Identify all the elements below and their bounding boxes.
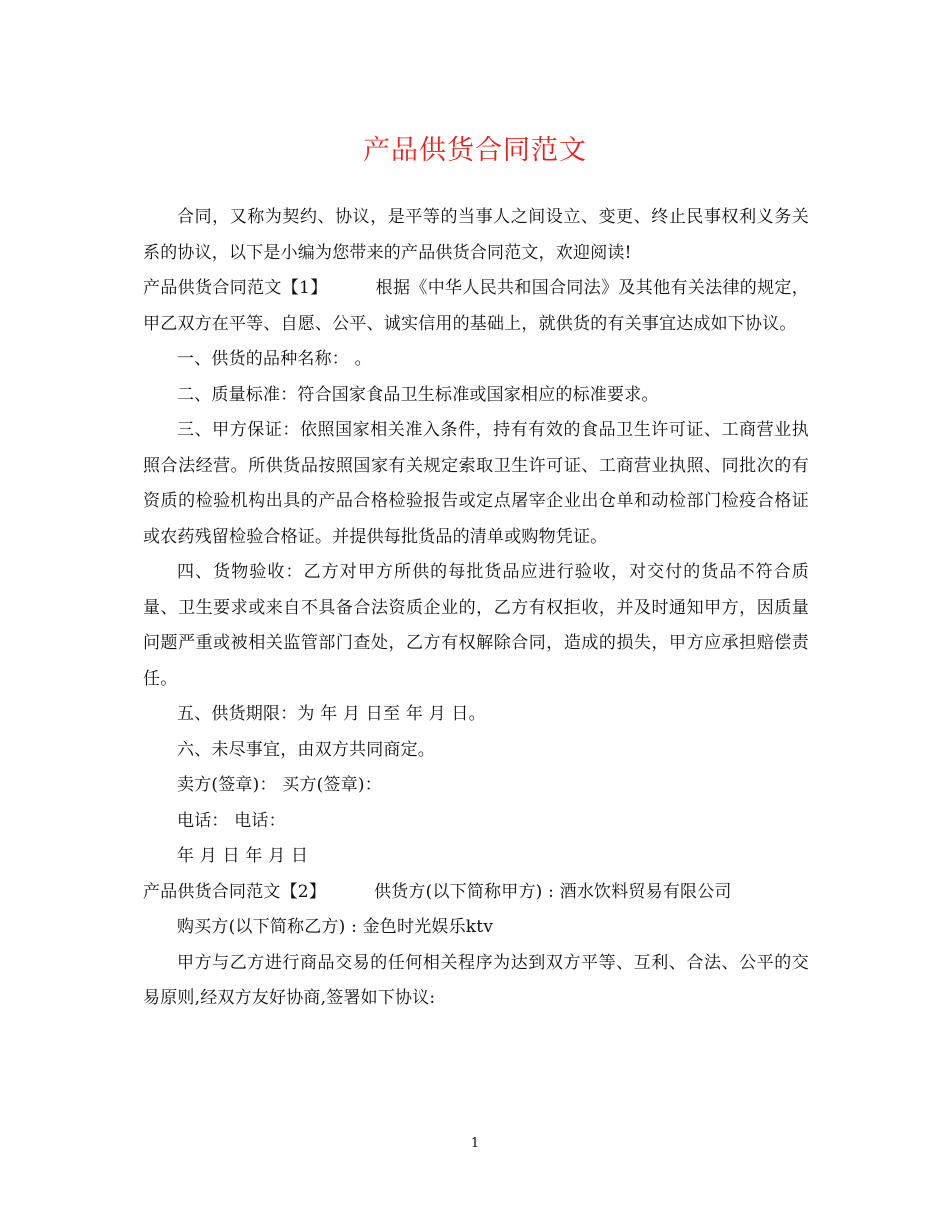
buyer-line: 购买方(以下简称乙方) : 金色时光娱乐ktv bbox=[177, 917, 494, 937]
date-line: 年 月 日 年 月 日 bbox=[177, 846, 309, 866]
signature-line: 卖方(签章)： 买方(签章)： bbox=[177, 775, 382, 795]
closing-paragraph: 甲方与乙方进行商品交易的任何相关程序为达到双方平等、互利、合法、公平的交易原则,经双方友好协商,签署如下协议: bbox=[143, 952, 809, 1008]
clause-1: 一、供货的品种名称： 。 bbox=[177, 349, 372, 369]
intro-paragraph: 合同，又称为契约、协议，是平等的当事人之间设立、变更、终止民事权利义务关系的协议，以下是小编为您带来的产品供货合同范文，欢迎阅读! bbox=[143, 207, 809, 263]
page-number: 1 bbox=[470, 1136, 480, 1151]
document-title: 产品供货合同范文 bbox=[363, 135, 587, 166]
clause-2: 二、质量标准：符合国家食品卫生标准或国家相应的标准要求。 bbox=[177, 384, 659, 405]
clause-6: 六、未尽事宜，由双方共同商定。 bbox=[177, 739, 435, 760]
supplier-line: 供货方(以下简称甲方) : 酒水饮料贸易有限公司 bbox=[374, 881, 732, 902]
sample-1-paragraph bbox=[143, 271, 809, 342]
sample-2-heading: 产品供货合同范文【2】 bbox=[143, 881, 327, 902]
sample-1-heading: 产品供货合同范文【1】 bbox=[143, 278, 328, 298]
sample-1-text: 根据《中华人民共和国合同法》及其他有关法律的规定，甲乙双方在平等、自愿、公平、诚实信用的基础上，就供货的有关事宜达成如下协议。 bbox=[143, 278, 810, 334]
sample-2-paragraph bbox=[143, 875, 809, 911]
phone-line: 电话： 电话： bbox=[177, 810, 286, 831]
document-body bbox=[143, 200, 809, 1017]
clause-3: 三、甲方保证：依照国家相关准入条件，持有有效的食品卫生许可证、工商营业执照合法经营。所供货品按照国家有关规定索取卫生许可证、工商营业执照、同批次的有资质的检验机构出具的产品合格检验报告或定点屠宰企业出仓单和动检部门检疫合格证或农药残留检验合格证。并提供每批货品的清单或购物凭证。 bbox=[143, 420, 809, 547]
clause-5: 五、供货期限：为 年 月 日至 年 月 日。 bbox=[177, 704, 486, 724]
clause-4: 四、货物验收：乙方对甲方所供的每批货品应进行验收，对交付的货品不符合质量、卫生要求或来自不具备合法资质企业的，乙方有权拒收，并及时通知甲方，因质量问题严重或被相关监管部门查处，乙方有权解除合同，造成的损失，甲方应承担赔偿责任。 bbox=[143, 562, 809, 689]
